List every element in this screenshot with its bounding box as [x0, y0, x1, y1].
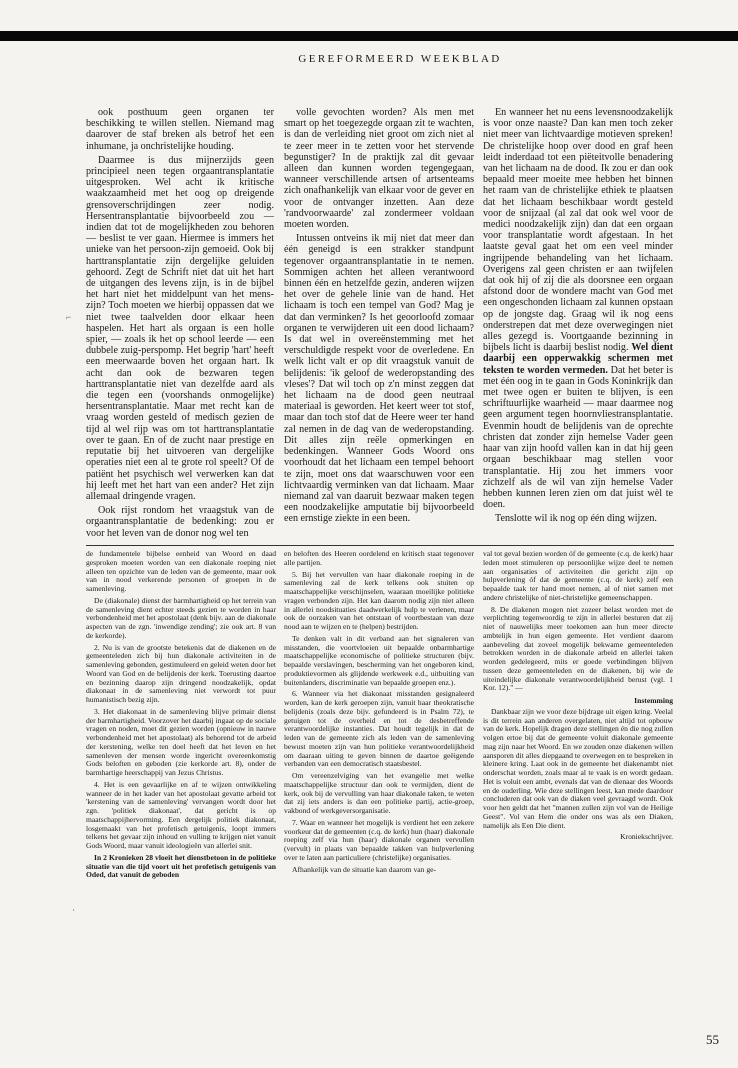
- signature: Kroniekschrijver.: [620, 832, 673, 842]
- paragraph: 6. Wanneer via het diakonaat misstanden gesignaleerd worden, kan de kerk geroepen zijn, vanuit haar theokratische belijdenis (zoals deze bijv. gefundeerd is in Psalm 72), te getuigen tot de overheid en tot de desbetreffende verantwoordelijke instanties. Dat houdt tegelijk in dat de leden van de gemeente zich als leden van de samenleving bewust moeten zijn van hun politieke verantwoordelijkheid om daaraan uiting te geven binnen de daartoe geëigende verbanden van een democratisch staatsbestel.: [284, 689, 474, 769]
- instemming-heading: Instemming: [634, 696, 673, 705]
- paragraph: de fundamentele bijbelse eenheid van Woord en daad gesproken moeten worden van een diakonale roeping niet alleen ten opzichte van de leden van de gemeente, maar ook van in nood verkerende personen of groepen in de samenleving.: [86, 550, 276, 593]
- paragraph: Dankbaar zijn we voor deze bijdrage uit eigen kring. Veelal is dit terrein aan anderen overgelaten, niet altijd tot opbouw van de kerk. Hopelijk dragen deze stellingen én die nog zullen volgen ertoe bij dat de gemeente voluit diakonale gemeente mag zijn naar het Woord. En we zouden onze diakenen willen aansporen dit alles diepgaand te overwegen en te bespreken in kleinere kring. Laat ook in de gemeente het diakenambt niet onderschat worden, zoals maar al te vaak is en wordt gedaan. Het is voluit een ambt, evenals dat van de dienaar des Woords en de ouderling. Wie deze stellingen leest, kan mede daardoor concluderen dat ook van de diaken veel gevraagd wordt. Ook voor hen geldt dat het "mannen zullen zijn vol van de Heilige Geest". Vol van Hem die onder ons was als een Diaken, namelijk als Een Die dient.: [483, 706, 673, 830]
- report-column-1: [86, 550, 276, 1025]
- article-column-2: [284, 107, 474, 541]
- report-column-3: [483, 550, 673, 1025]
- paragraph: Daarmee is dus mijnerzijds geen principieel neen tegen orgaantransplantatie uitgesproken. Wel acht ik kritische waakzaamheid met het oog op dreigende grensoverschrijdingen zeer nodig. Hersentransplantatie bijvoorbeeld zou — indien dat tot de mogelijkheden zou behoren — beslist te ver gaan. Hiermee is immers het unieke van het persoon-zijn gemoeid. Ook bij harttransplantatie zijn dergelijke geluiden gehoord. Zegt de Schrift niet dat uit het hart de uitgangen des levens zijn, is in de bijbel het hart niet het middelpunt van het mens-zijn? Toch moeten we hierbij oppassen dat we niet twee taalvelden door elkaar heen haspelen. Het hart als orgaan is een holle spier, — zoals ik het op school leerde — een dubbele zuig-perspomp. Het begrip 'hart' heeft een meerwaarde boven het orgaan hart. Ik acht dan ook de bezwaren tegen harttransplantatie niet van dezelfde aard als die tegen een (voorshands onmogelijke) hersentransplantatie. Maar met recht kan de vraag worden gesteld of medisch gezien de tijd al wel rijp was om tot harttransplantatie over te gaan. En of de zucht naar prestige en reputatie bij het uitvoeren van dergelijke operaties niet een al te grote rol speelt? Of de patiënt het psychisch wel verwerken kan dat hij leeft met het hart van een ander? Het zijn allemaal dringende vragen.: [86, 154, 274, 502]
- paragraph: en beloften des Heeren oordelend en kritisch staat tegenover alle partijen.: [284, 550, 474, 567]
- article-column-3-paragraph: En wanneer het nu eens levensnoodzakelijk is voor onze naaste? Dan kan men toch zeker niet meer van lichtvaardige motieven spreken! De christelijke hoop over dood en graf heen leidt inderdaad tot een piëteitvolle benadering van het lichaam na de dood. Ik zou er dan ook bepaald meer moeite mee hebben het binnen het raam van de christelijke ethiek te plaatsen dat het lichaam beschikbaar wordt gesteld voor de snijzaal (al zal dat ook wel voor de medici noodzakelijk zijn) dan dat een orgaan voor transplantatie wordt afgestaan. In het laatste geval gaat het om een veel minder ingrijpende behandeling van het lichaam. Overigens zal geen christen er aan twijfelen dat ook hij of zij die als doorsnee een orgaan afstond door de wondere macht van God met een ongeschonden lichaam zal kunnen opstaan op de jongste dag. Graag wil ik nog eens onderstrepen dat met deze overwegingen niet alles gezegd is. Voortgaande bezinning in bijbels licht is daarbij beslist nodig. Wel dient daarbij een opperwakkig schermen met teksten te worden vermeden. Dat het beter is met één oog in te gaan in Gods Koninkrijk dan met twee ogen er buiten te blijven, is een schriftuurlijke waarheid — maar daarmee nog geen argument tegen hoornvliestransplantatie. Evenmin houdt de belijdenis van de oprechte christen dat zonder zijn hemelse Vader geen haar van zijn hoofd vallen kan in dat hij geen orgaan beschikbaar mag stellen voor transplantatie. Hij zou het immers voor zichzelf als de wil van zijn hemelse Vader hebben kunnen leren zien om dat juist wèl te doen.: [483, 107, 673, 511]
- paragraph: Afhankelijk van de situatie kan daarom van ge-: [292, 864, 437, 874]
- paragraph: Ook rijst rondom het vraagstuk van de orgaantransplantatie de bedenking: zou er voor het leven van de donor nog wel ten: [86, 505, 274, 539]
- article-column-1: [86, 107, 274, 541]
- paragraph: 7. Waar en wanneer het mogelijk is verdient het een zekere voorkeur dat de gemeenten (c.q. de kerk) hun (haar) diakonale roeping zelf via hun (haar) diakonale organen vervullen (vervult) in plaats van bepaalde takken van hulpverlening over te laten aan particuliere (christelijke) organisaties.: [284, 817, 474, 862]
- paragraph: Om vereenzelviging van het evangelie met welke maatschappelijke structuur dan ook te vermijden, dient de kerk, ook bij de vervulling van haar diakonale taken, te weten dat zij iets anders is dan een politieke partij, actie-groep, vakbond of werkgeversorganisatie.: [284, 771, 474, 815]
- paragraph: 2. Nu is van de grootste betekenis dat de diakenen en de gemeenteleden zich bij hun diakonale activiteiten in de samenleving gebonden, gestimuleerd en geleid weten door het Woord van God en de belijdenis der kerk. Toerusting daartoe en bezinning daarop zijn dringend noodzakelijk, opdat diakonaat in de samenleving niet verwordt tot puur humanistisch bezig zijn.: [86, 642, 276, 704]
- instemming-body: [483, 708, 673, 831]
- section-divider: [86, 545, 674, 546]
- margin-mark: ·: [72, 905, 75, 915]
- paragraph: 4. Het is een gevaarlijke en af te wijzen ontwikkeling wanneer de in het kader van het apostolaat gevatte arbeid tot 'kerstening van de samenleving' vervangen wordt door het zgn. 'politiek diakonaat', dat gericht is op maatschappijhervorming. Een dergelijk politiek diakonaat, losgemaakt van het profetisch getuigenis, loopt immers telkens het gevaar zijn inhoud en vulling te krijgen niet vanuit Gods Woord, maar vanuit ideologieën van allerlei snit.: [86, 779, 276, 850]
- article-column-3: [483, 107, 673, 541]
- paragraph: val tot geval bezien worden óf de gemeente (c.q. de kerk) haar leden moet stimuleren op persoonlijke wijze deel te nemen aan organisaties of activiteiten die gericht zijn op hulpverlening óf dat de gemeente (c.q. de kerk) zelf een bepaalde taak ter hand moet nemen, al of niet samen met andere christelijke of niet-christelijke gemeenschappen.: [483, 550, 673, 602]
- margin-mark: ⌐: [66, 312, 72, 322]
- report-column-3-body: [483, 550, 673, 693]
- paragraph: 5. Bij het vervullen van haar diakonale roeping in de samenleving zal de kerk telkens ook stuiten op maatschappelijke verschijnselen, waaraan moeilijke politieke vragen verbonden zijn. Het kan daarom nodig zijn niet alleen in allerlei noodsituaties daadwerkelijk hulp te verlenen, maar ook de oorzaken van het ontstaan of voortbestaan van deze nood aan te wijzen en te (helpen) bestrijden.: [284, 569, 474, 631]
- paragraph: Te denken valt in dit verband aan het signaleren van misstanden, die voortvloeien uit bepaalde onbarmhartige maatschappelijke economische of politieke structuren (bijv. bepaalde verslavingen, bescherming van het ongeboren kind, produktievormen als glijdende werkweek e.d., uitbuiting van buitenlanders, discriminatie van bepaalde groepen enz.).: [284, 633, 474, 687]
- page-number: 55: [706, 1032, 719, 1047]
- paragraph: In 2 Kronieken 28 vloeit het dienstbetoon in de politieke situatie van die tijd voort uit het profetisch getuigenis van Oded, dat vanuit de geboden: [86, 852, 276, 880]
- page-header: GEREFORMEERD WEEKBLAD: [298, 53, 502, 65]
- article-column-3-last: Tenslotte wil ik nog op één ding wijzen.: [495, 513, 657, 525]
- paragraph: ook posthuum geen organen ter beschikking te willen stellen. Niemand mag daarover de staf breken als betrof het een inhumane, ja onchristelijke houding.: [86, 107, 274, 152]
- paragraph: 3. Het diakonaat in de samenleving blijve primair dienst der barmhartigheid. Voorzover het daarbij ingaat op de sociale vragen en noden, moet dit gezien worden (opnieuw in nauwe verbondenheid met het apostolaat) als behorend tot de arbeid der kerstening, welke ten doel heeft dat het leven en het samenleven der mensen worde ingericht overeenkomstig Gods beloften en geboden (zie kerkorde art. 8), onder de barmhartige heerschappij van Jezus Christus.: [86, 706, 276, 777]
- paragraph: 8. De diakenen mogen niet zozeer belast worden met de verplichting tegenwoordig te zijn in allerlei besturen dat zij niet of nauwelijks meer toekomen aan hun meer directe ambtelijk in hun eigen gemeente. Het verdient daarom aanbeveling dat zoveel mogelijk bekwame gemeenteleden betrokken worden in de diakonale arbeid en allerlei taken worden gedelegeerd, mits er goede verbindingen blijven tussen deze gemeenteleden en de diakenen, bij wie de uiteindelijke diakonale verantwoordelijkheid berust (vgl. 1 Kor. 12)." —: [483, 604, 673, 693]
- paragraph: De (diakonale) dienst der barmhartigheid op het terrein van de samenleving dient echter steeds gezien te worden in haar verbondenheid met het apostolaat (denk bijv. aan de diakonale aspecten van de zgn. 'inwendige zending'; zie ook art. 8 van de kerkorde).: [86, 595, 276, 640]
- paragraph: volle gevochten worden? Als men met smart op het toegezegde orgaan zit te wachten, is dan de verleiding niet groot om zich niet al te zeer meer in te zetten voor het stervende begunstiger? In de praktijk zal dit gevaar alleen dan kunnen worden tegengegaan, wanneer verschillende artsen of artsenteams zich onafhankelijk van elkaar voor de gever en voor de ontvanger inzetten. Aan deze 'randvoorwaarde' zal zondermeer voldaan moeten worden.: [284, 107, 474, 231]
- top-black-bar: [0, 31, 738, 41]
- paragraph: Intussen ontveins ik mij niet dat meer dan één geneigd is een strakker standpunt tegenover orgaantransplantatie in te nemen. Sommigen achten het alleen verantwoord binnen één en hetzelfde gezin, anderen wijzen het over de gehele linie van de hand. Het lichaam is toch een tempel van God? Mag je dat dan verminken? Is het geoorloofd zomaar organen te verwijderen uit een dood lichaam? Is dat wel in overeënstemming met het verschuldigde respekt voor de overledene. En welk licht valt er op dit vraagstuk vanuit de belijdenis: 'ik geloof de wederopstanding des vleses'? Dat wil toch op z'n minst zeggen dat het lichaam na de dood geen neutraal materiaal is geworden. Het keert weer tot stof, maar dan toch stof dat de Heere weer ter hand zal nemen in de dag van de wederopstanding. Dit alles zijn reële opmerkingen en bedenkingen. Wanneer Gods Woord ons voorhoudt dat het lichaam een tempel behoort te zijn, moet ons dat waarschuwen voor een lichtvaardig verminken van dat lichaam. Maar niemand zal van daaruit bezwaar maken tegen een noodzakelijke amputatie bij bijvoorbeeld een ernstige ziekte in een been.: [284, 233, 474, 525]
- report-column-2: [284, 550, 474, 1025]
